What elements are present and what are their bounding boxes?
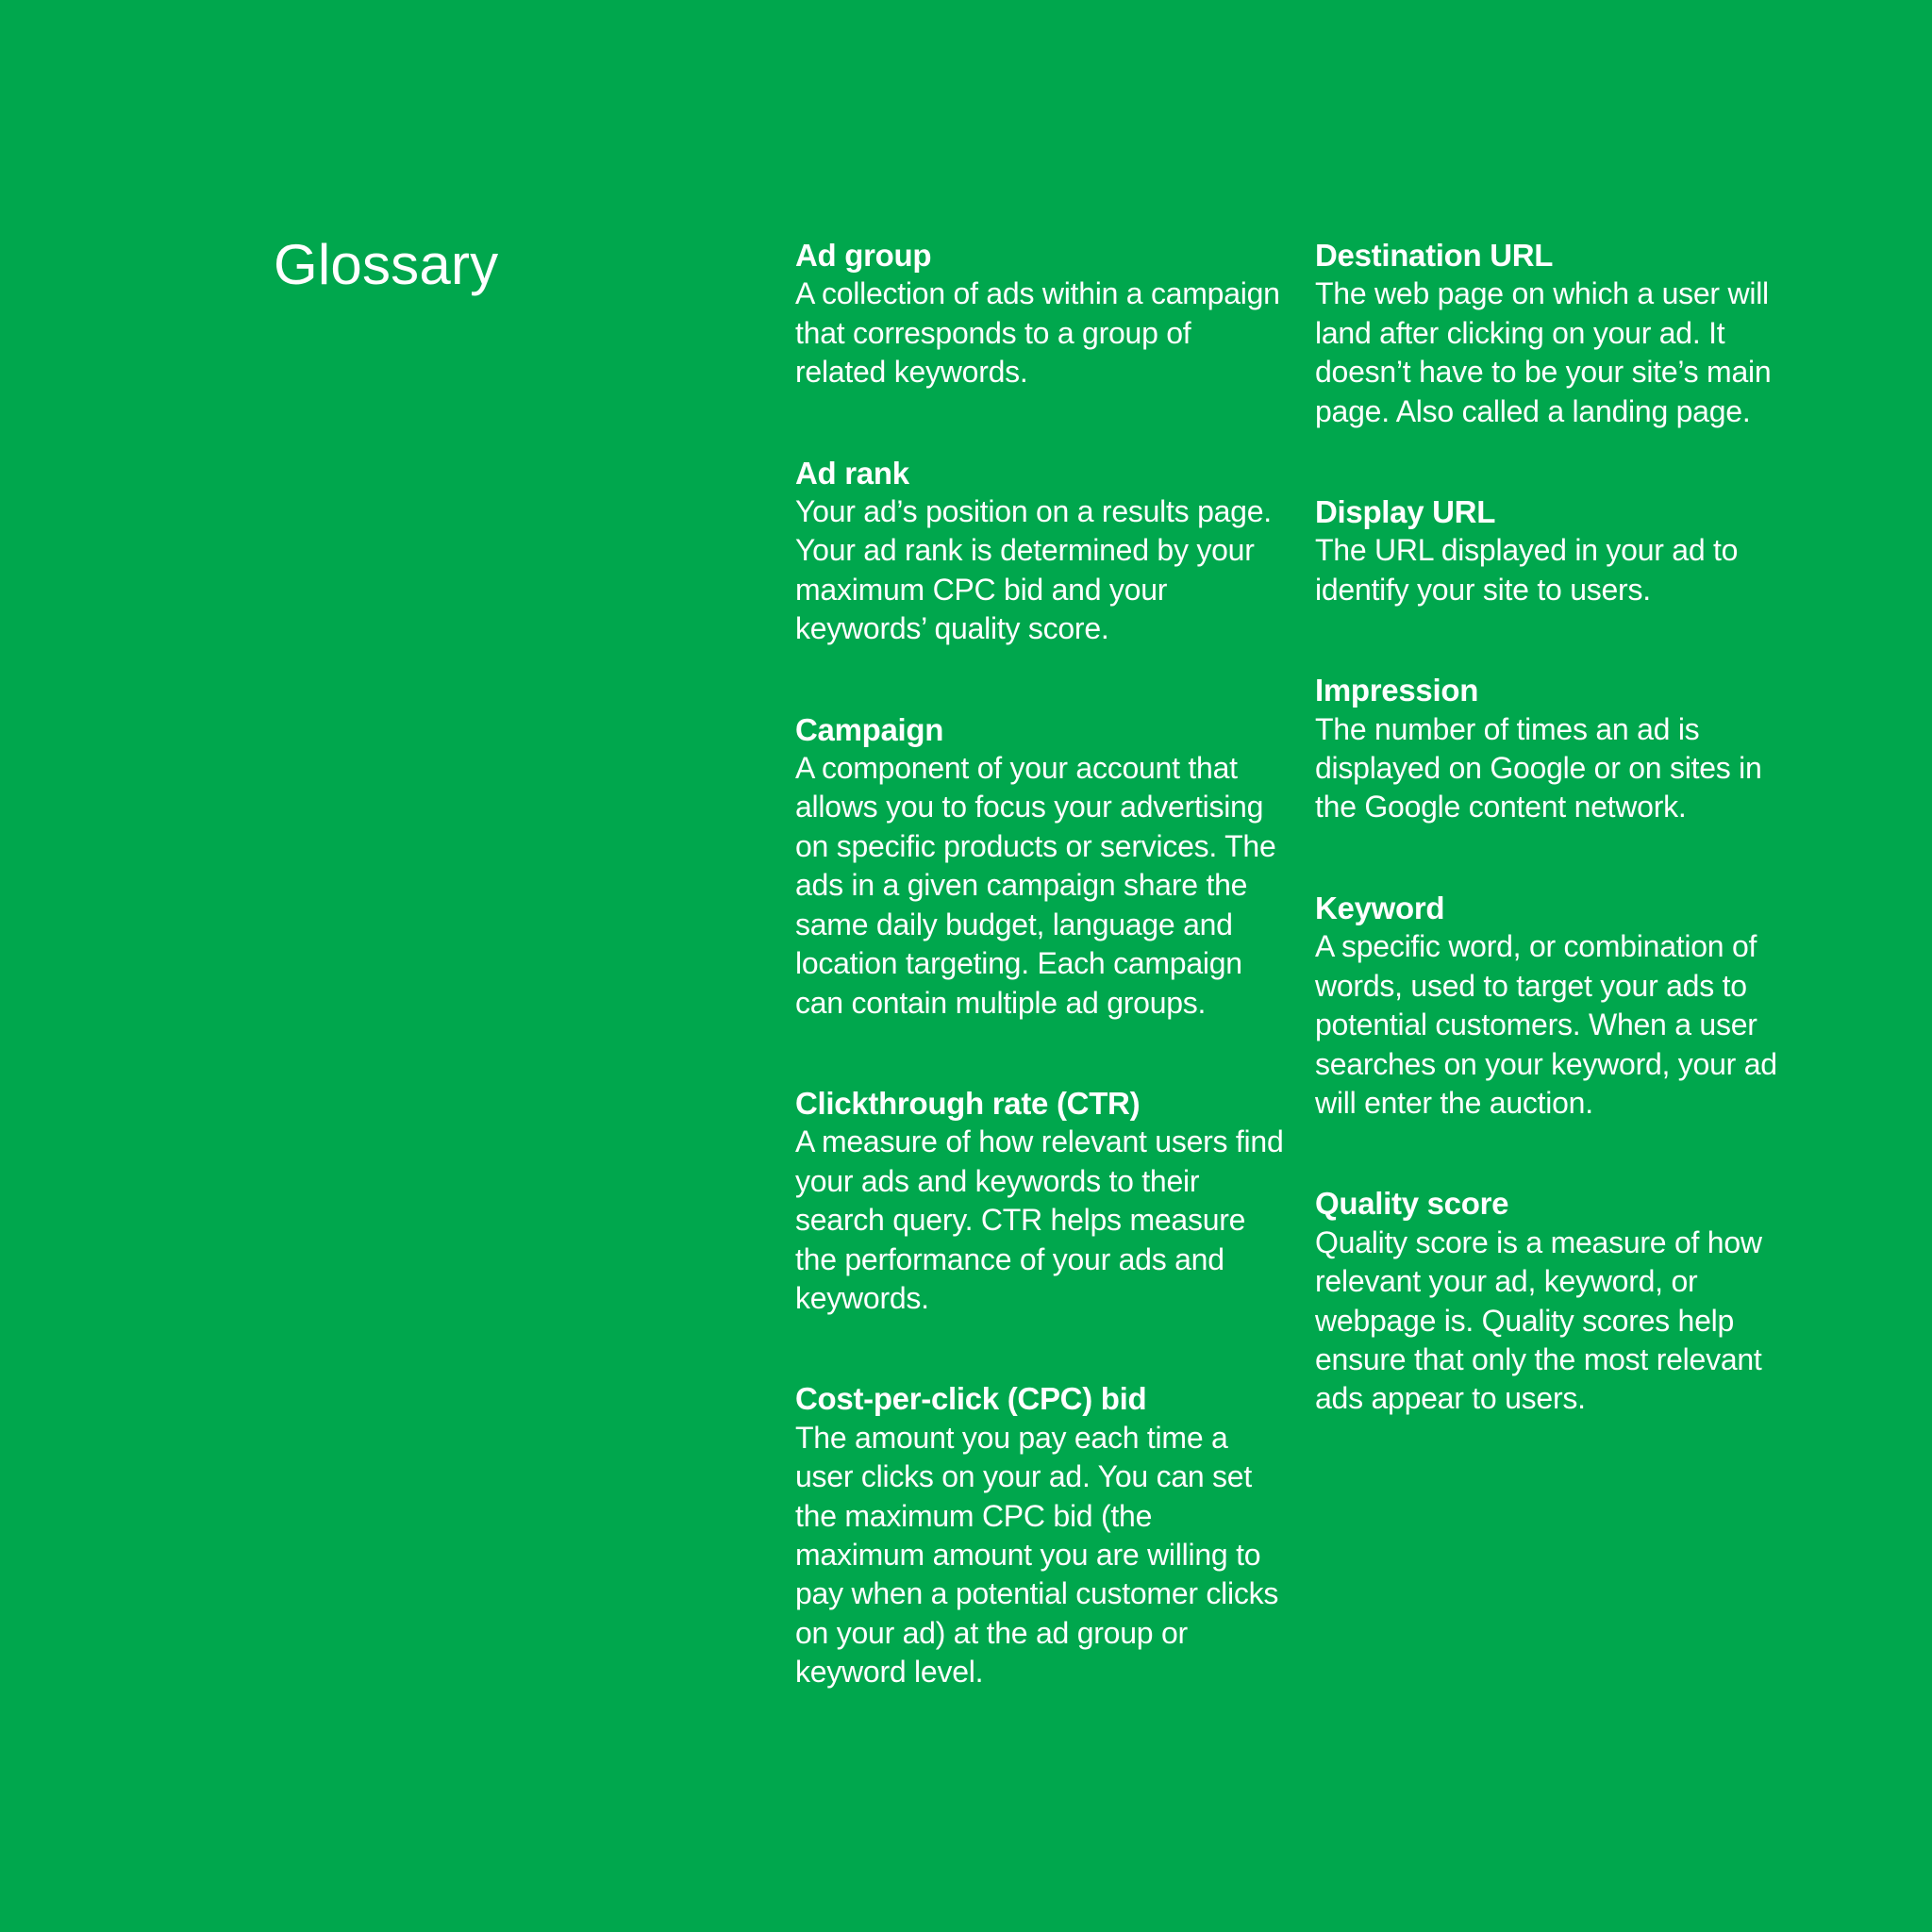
- glossary-term: Ad rank: [795, 455, 909, 491]
- glossary-term: Impression: [1315, 673, 1479, 708]
- glossary-entry-clickthrough-rate: [795, 1084, 1286, 1318]
- glossary-term: Destination URL: [1315, 238, 1554, 273]
- glossary-definition: The URL displayed in your ad to identify your site to users.: [1315, 533, 1739, 607]
- glossary-entry-destination-url: [1315, 236, 1806, 431]
- glossary-term: Display URL: [1315, 494, 1496, 530]
- glossary-left-column: [795, 236, 1286, 1754]
- glossary-term: Quality score: [1315, 1186, 1509, 1222]
- glossary-definition: A specific word, or combination of words, used to target your ads to potential customers. When a user searches on your keyword, your ad will enter the auction.: [1315, 929, 1777, 1120]
- glossary-entry-quality-score: [1315, 1184, 1806, 1418]
- glossary-entry-display-url: [1315, 492, 1806, 609]
- glossary-definition: A component of your account that allows you to focus your advertising on specific products or services. The ads in a given campaign share the same daily budget, language and location targeting. Each campaign can contain multiple ad groups.: [795, 751, 1276, 1020]
- glossary-definition: Your ad’s position on a results page. Your ad rank is determined by your maximum CPC bid and your keywords’ quality score.: [795, 494, 1272, 646]
- glossary-definition: The number of times an ad is displayed on Google or on sites in the Google content network.: [1315, 711, 1762, 824]
- glossary-entry-impression: [1315, 671, 1806, 827]
- glossary-entry-cost-per-click-bid: [795, 1379, 1286, 1691]
- glossary-entry-ad-group: [795, 236, 1286, 392]
- glossary-term: Keyword: [1315, 890, 1445, 925]
- glossary-entry-campaign: [795, 710, 1286, 1023]
- glossary-entry-ad-rank: [795, 454, 1286, 649]
- glossary-term: Ad group: [795, 238, 932, 273]
- glossary-definition: The web page on which a user will land after clicking on your ad. It doesn’t have to be your site’s main page. Also called a landing page.: [1315, 276, 1772, 428]
- glossary-entry-keyword: [1315, 889, 1806, 1123]
- glossary-term: Clickthrough rate (CTR): [795, 1085, 1141, 1121]
- page-title: Glossary: [274, 233, 499, 296]
- glossary-definition: Quality score is a measure of how relevant your ad, keyword, or webpage is. Quality scores help ensure that only the most relevant ads appear to users.: [1315, 1224, 1762, 1416]
- glossary-definition: A measure of how relevant users find your ads and keywords to their search query. CTR helps measure the performance of your ads and keywords.: [795, 1124, 1284, 1315]
- glossary-term: Campaign: [795, 711, 944, 747]
- glossary-definition: A collection of ads within a campaign that corresponds to a group of related keywords.: [795, 276, 1280, 390]
- glossary-right-column: [1315, 236, 1806, 1480]
- glossary-term: Cost-per-click (CPC) bid: [795, 1381, 1147, 1417]
- glossary-definition: The amount you pay each time a user clicks on your ad. You can set the maximum CPC bid (the maximum amount you are willing to pay when a potential customer clicks on your ad) at the ad group or keyword level.: [795, 1420, 1279, 1690]
